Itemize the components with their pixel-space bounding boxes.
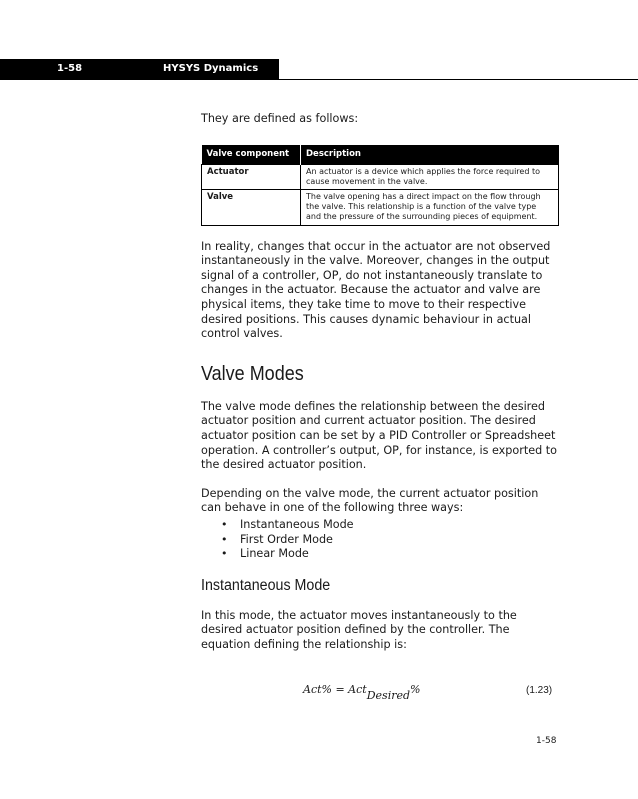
equation-lhs: Act% = Act <box>303 683 367 696</box>
list-item <box>221 547 561 562</box>
table-header-description: Description <box>301 145 559 165</box>
list-item-label: Linear Mode <box>240 547 309 561</box>
paragraph-instantaneous: In this mode, the actuator moves instantaneously to the desired actuator position defined by the controller. The equation defining the relationship is: <box>201 608 517 651</box>
table-row <box>202 190 559 226</box>
paragraph-reality: In reality, changes that occur in the actuator are not observed instantaneously in the valve. Moreover, changes in the output signal of a controller, OP, do not instantaneously translate to changes in the actuator. Because the actuator and valve are physical items, they take time to move to their respective desired positions. This causes dynamic behaviour in actual control valves. <box>201 239 551 341</box>
subsection-title: Instantaneous Mode <box>201 576 331 594</box>
table-cell-component: Actuator <box>202 164 301 189</box>
list-item-label: First Order Mode <box>240 532 333 546</box>
header-page-number: 1-58 <box>57 63 83 74</box>
table-header-component: Valve component <box>202 145 301 165</box>
table-header-row <box>202 145 559 165</box>
list-item-label: Instantaneous Mode <box>240 517 354 531</box>
valve-modes-list <box>201 518 561 562</box>
table-cell-description: The valve opening has a direct impact on the flow through the valve. This relationship is a function of the valve type and the pressure of the surrounding pieces of equipment. <box>301 190 559 226</box>
paragraph-depending: Depending on the valve mode, the current actuator position can behave in one of the following three ways: <box>201 486 539 515</box>
list-item <box>221 532 561 548</box>
main-content <box>201 112 561 652</box>
table-cell-component: Valve <box>202 190 301 226</box>
equation-subscript: Desired <box>366 689 411 702</box>
equation <box>303 683 421 702</box>
equation-number: (1.23) <box>526 685 553 696</box>
bullet-icon: • <box>221 517 228 531</box>
bullet-icon: • <box>221 547 228 561</box>
equation-suffix: % <box>410 683 421 696</box>
table-row <box>202 164 559 189</box>
intro-text: They are defined as follows: <box>201 112 359 125</box>
footer-page-number: 1-58 <box>536 736 557 746</box>
section-title: Valve Modes <box>201 362 304 385</box>
valve-component-table <box>201 145 559 226</box>
header-title: HYSYS Dynamics <box>163 63 259 74</box>
list-item <box>221 517 561 533</box>
header-rule <box>279 79 638 80</box>
table-cell-description: An actuator is a device which applies the force required to cause movement in the valve. <box>301 164 559 189</box>
bullet-icon: • <box>221 532 228 546</box>
paragraph-valve-modes: The valve mode defines the relationship between the desired actuator position and current actuator position. The desired actuator position can be set by a PID Controller or Spreadsheet operation. A controller’s output, OP, for instance, is exported to the desired actuator position. <box>201 399 557 472</box>
